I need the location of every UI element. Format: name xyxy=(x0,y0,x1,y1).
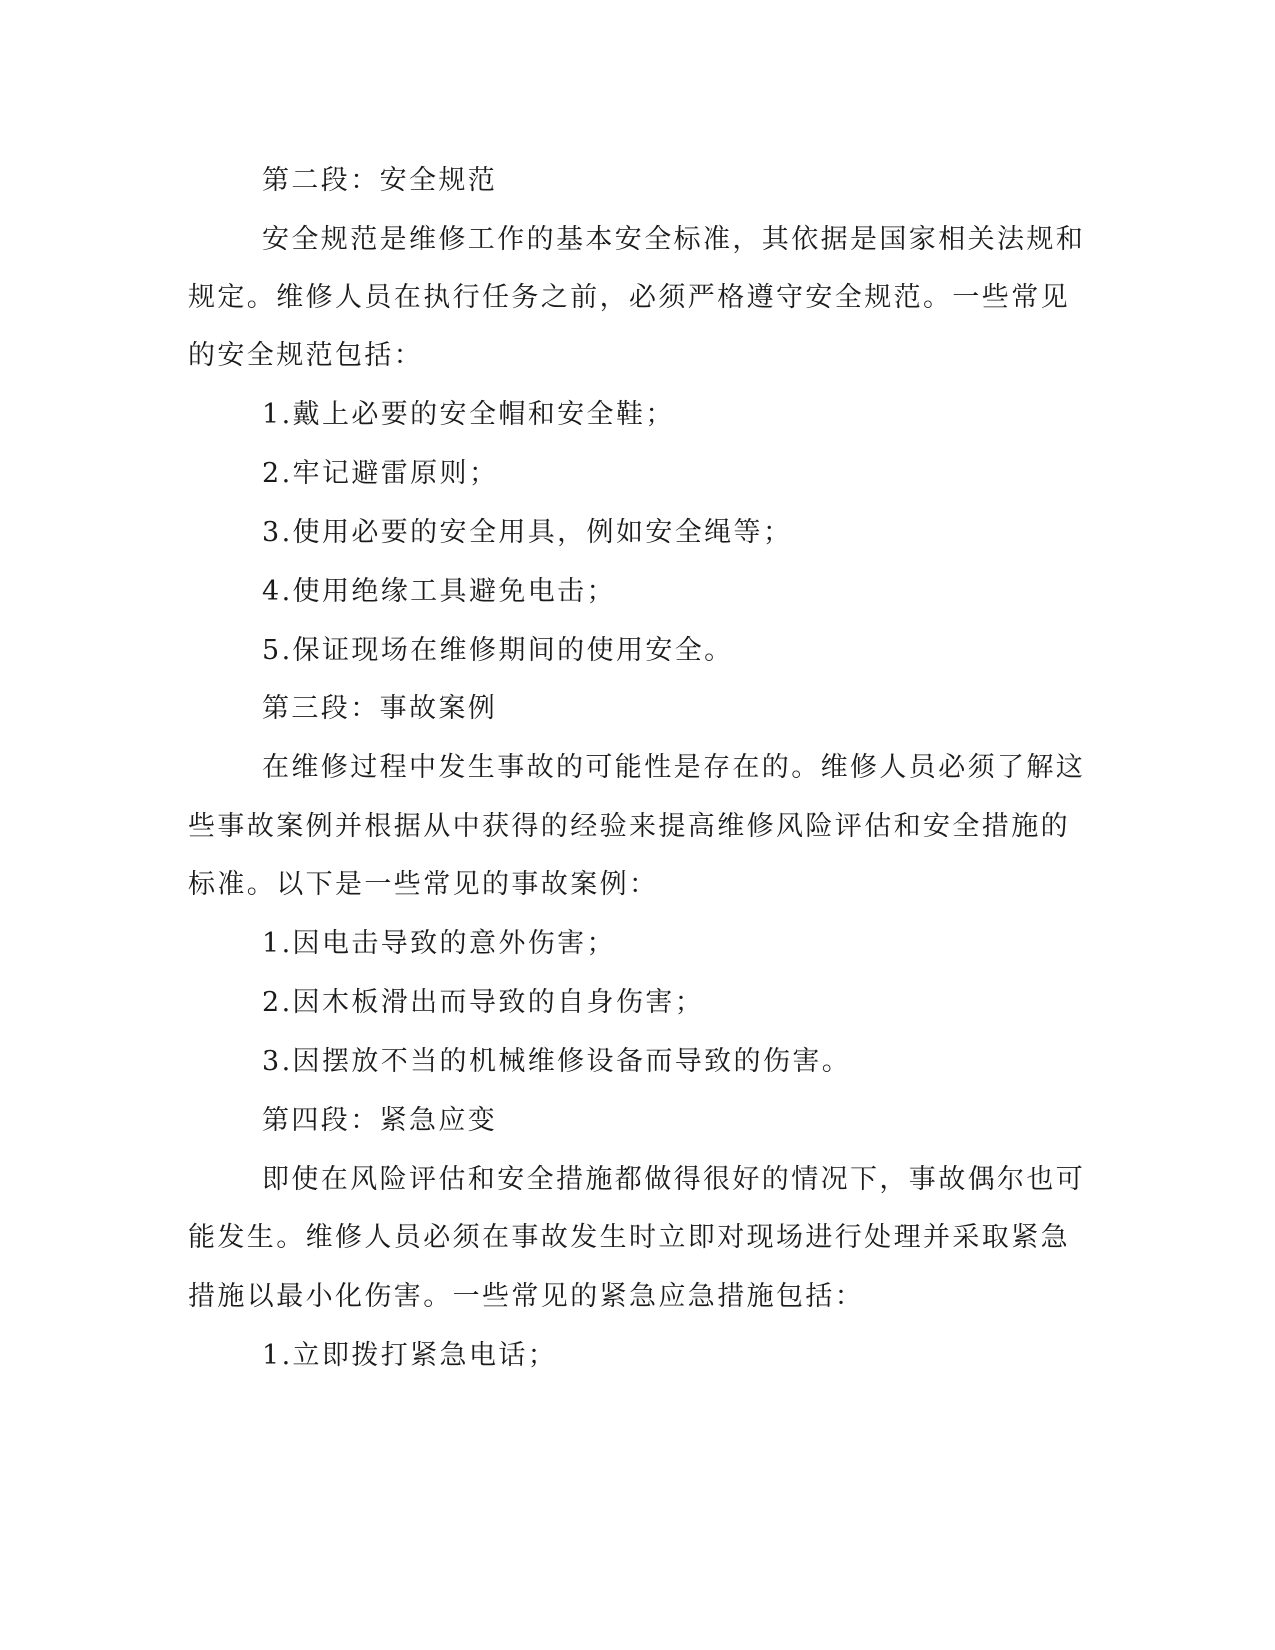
list-item: 1.戴上必要的安全帽和安全鞋； xyxy=(262,399,675,430)
list-item: 2.牢记避雷原则； xyxy=(262,458,499,489)
paragraph-line: 些事故案例并根据从中获得的经验来提高维修风险评估和安全措施的 xyxy=(188,811,1070,842)
list-item: 1.立即拨打紧急电话； xyxy=(262,1340,558,1371)
list-item: 3.因摆放不当的机械维修设备而导致的伤害。 xyxy=(262,1046,852,1077)
list-item: 3.使用必要的安全用具，例如安全绳等； xyxy=(262,517,793,548)
section-heading-2: 第二段：安全规范 xyxy=(262,165,498,196)
list-item: 2.因木板滑出而导致的自身伤害； xyxy=(262,987,705,1018)
paragraph-line: 即使在风险评估和安全措施都做得很好的情况下，事故偶尔也可 xyxy=(262,1164,1086,1195)
paragraph-line: 的安全规范包括： xyxy=(188,340,424,371)
paragraph-line: 在维修过程中发生事故的可能性是存在的。维修人员必须了解这 xyxy=(262,752,1086,783)
paragraph-line: 规定。维修人员在执行任务之前，必须严格遵守安全规范。一些常见 xyxy=(188,282,1070,313)
section-heading-3: 第三段：事故案例 xyxy=(262,693,498,724)
section-heading-4: 第四段：紧急应变 xyxy=(262,1105,498,1136)
list-item: 5.保证现场在维修期间的使用安全。 xyxy=(262,635,734,666)
paragraph-line: 能发生。维修人员必须在事故发生时立即对现场进行处理并采取紧急 xyxy=(188,1222,1070,1253)
list-item: 4.使用绝缘工具避免电击； xyxy=(262,576,616,607)
paragraph-line: 措施以最小化伤害。一些常见的紧急应急措施包括： xyxy=(188,1281,865,1312)
list-item: 1.因电击导致的意外伤害； xyxy=(262,928,616,959)
paragraph-line: 标准。以下是一些常见的事故案例： xyxy=(188,869,659,900)
paragraph-line: 安全规范是维修工作的基本安全标准，其依据是国家相关法规和 xyxy=(262,224,1086,255)
